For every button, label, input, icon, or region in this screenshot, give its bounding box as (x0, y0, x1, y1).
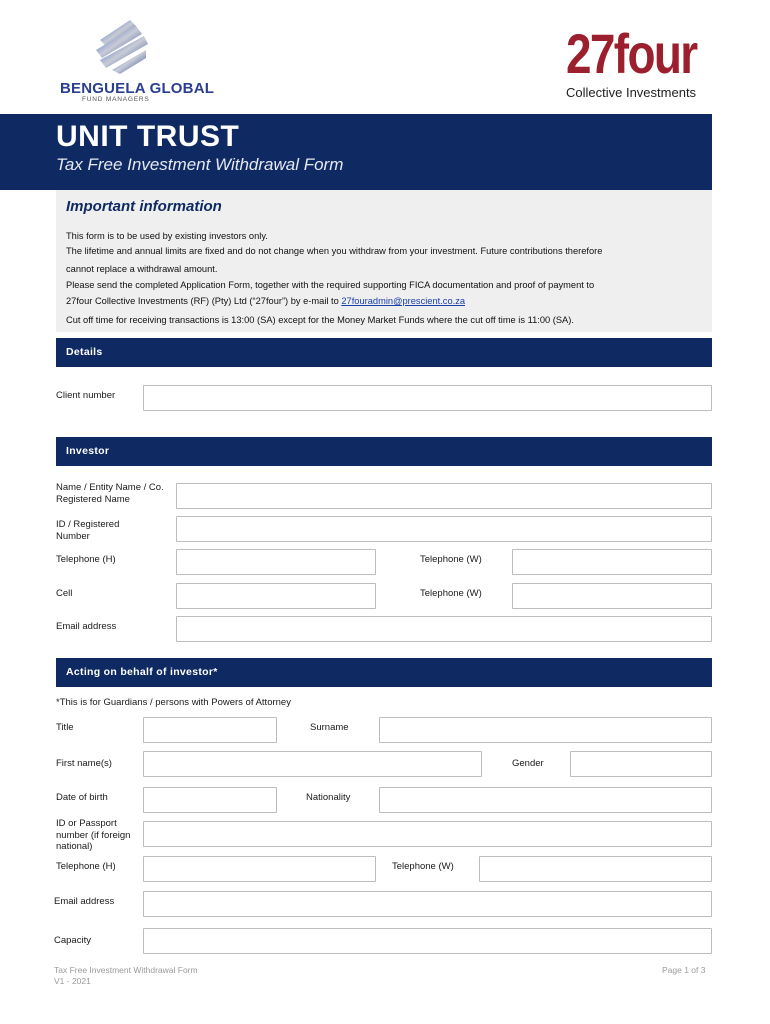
investor-name-label: Name / Entity Name / Co. Registered Name (56, 482, 164, 505)
acting-dob-label: Date of birth (56, 792, 108, 803)
footer-version: V1 - 2021 (54, 976, 91, 986)
info-line-4: Please send the completed Application Form, together with the required supporting FICA documentation and proof of payment to (66, 280, 595, 290)
27four-logo: 27four (566, 22, 697, 85)
acting-tel-h-field[interactable] (143, 856, 376, 882)
client-number-label: Client number (56, 390, 116, 401)
acting-nationality-field[interactable] (379, 787, 712, 813)
27four-logo-subtitle: Collective Investments (566, 85, 697, 100)
investor-tel-h-label: Telephone (H) (56, 554, 116, 565)
investor-tel-w2-label: Telephone (W) (420, 588, 482, 599)
acting-dob-field[interactable] (143, 787, 277, 813)
info-line-3: cannot replace a withdrawal amount. (66, 264, 218, 274)
acting-capacity-field[interactable] (143, 928, 712, 954)
section-details-heading: Details (66, 346, 103, 358)
investor-name-field[interactable] (176, 483, 712, 509)
section-details (56, 338, 712, 367)
page-subtitle: Tax Free Investment Withdrawal Form (56, 155, 344, 174)
footer-form-info (54, 965, 198, 987)
investor-cell-field[interactable] (176, 583, 376, 609)
info-line-6: Cut off time for receiving transactions is 13:00 (SA) except for the Money Market Funds where the cut off time is 11:00 (SA). (66, 315, 574, 325)
admin-email-link[interactable]: 27fouradmin@prescient.co.za (341, 296, 466, 306)
acting-tel-h-label: Telephone (H) (56, 861, 116, 872)
acting-nationality-label: Nationality (306, 792, 351, 803)
important-info-title: Important information (66, 198, 222, 215)
acting-id-label: ID or Passport number (if foreign national) (56, 818, 131, 852)
acting-gender-label: Gender (512, 758, 544, 769)
client-number-field[interactable] (143, 385, 712, 411)
acting-first-names-label: First name(s) (56, 758, 112, 769)
investor-tel-h-field[interactable] (176, 549, 376, 575)
investor-email-label: Email address (56, 621, 117, 632)
info-line-1: This form is to be used by existing investors only. (66, 231, 268, 241)
investor-id-label: ID / Registered Number (56, 519, 120, 542)
acting-tel-w-label: Telephone (W) (392, 861, 454, 872)
acting-surname-label: Surname (310, 722, 349, 733)
acting-surname-field[interactable] (379, 717, 712, 743)
footer-page-number: Page 1 of 3 (662, 965, 706, 975)
footer-form-name: Tax Free Investment Withdrawal Form (54, 965, 198, 975)
investor-cell-label: Cell (56, 588, 73, 599)
info-line-5-text: 27four Collective Investments (RF) (Pty) Ltd (“27four”) by e-mail to (66, 296, 342, 306)
acting-tel-w-field[interactable] (479, 856, 712, 882)
acting-title-field[interactable] (143, 717, 277, 743)
investor-tel-w2-field[interactable] (512, 583, 712, 609)
acting-id-field[interactable] (143, 821, 712, 847)
acting-title-label: Title (56, 722, 74, 733)
acting-email-label: Email address (54, 896, 115, 907)
section-acting-on-behalf (56, 658, 712, 687)
section-investor (56, 437, 712, 466)
acting-first-names-field[interactable] (143, 751, 482, 777)
section-investor-heading: Investor (66, 445, 110, 457)
acting-note: *This is for Guardians / persons with Powers of Attorney (56, 697, 291, 708)
info-line-2: The lifetime and annual limits are fixed and do not change when you withdraw from your investment. Future contributions therefore (66, 246, 603, 256)
benguela-logo-name: BENGUELA GLOBAL (60, 80, 215, 97)
benguela-logo-subtitle: FUND MANAGERS (82, 96, 150, 103)
acting-gender-field[interactable] (570, 751, 712, 777)
investor-id-field[interactable] (176, 516, 712, 542)
acting-email-field[interactable] (143, 891, 712, 917)
acting-capacity-label: Capacity (54, 935, 91, 946)
info-line-5 (66, 296, 465, 306)
investor-tel-w-label: Telephone (W) (420, 554, 482, 565)
investor-email-field[interactable] (176, 616, 712, 642)
section-acting-heading: Acting on behalf of investor* (66, 666, 218, 678)
investor-tel-w-field[interactable] (512, 549, 712, 575)
page-title: UNIT TRUST (56, 120, 240, 153)
